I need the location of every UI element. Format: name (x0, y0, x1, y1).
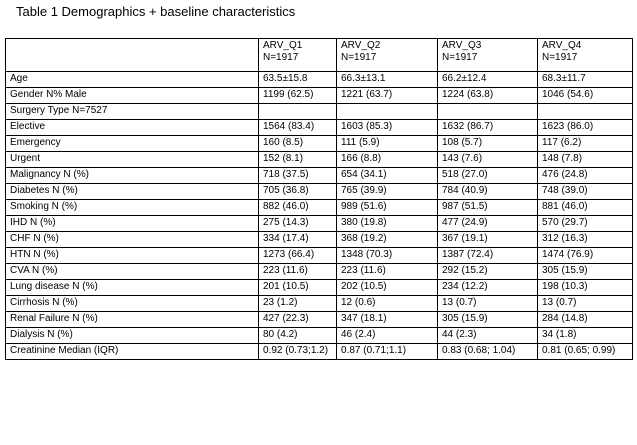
value-cell-q1: 223 (11.6) (259, 264, 337, 280)
row-label: Elective (6, 120, 259, 136)
row-label: Age (6, 72, 259, 88)
value-cell-q4: 1046 (54.6) (538, 88, 633, 104)
table-row (6, 248, 633, 264)
table-row (6, 264, 633, 280)
value-cell-q4: 13 (0.7) (538, 296, 633, 312)
row-label: Malignancy N (%) (6, 168, 259, 184)
row-label: Gender N% Male (6, 88, 259, 104)
column-name: ARV_Q4 (542, 40, 582, 51)
value-cell-q4: 312 (16.3) (538, 232, 633, 248)
value-cell-q3: 66.2±12.4 (438, 72, 538, 88)
value-cell-q1: 882 (46.0) (259, 200, 337, 216)
value-cell-q3: 292 (15.2) (438, 264, 538, 280)
value-cell-q1: 0.92 (0.73;1.2) (259, 344, 337, 360)
value-cell-q4: 1474 (76.9) (538, 248, 633, 264)
value-cell-q4: 198 (10.3) (538, 280, 633, 296)
value-cell-q2: 111 (5.9) (337, 136, 438, 152)
table-row (6, 312, 633, 328)
table-row (6, 216, 633, 232)
value-cell-q4: 284 (14.8) (538, 312, 633, 328)
value-cell-q4: 570 (29.7) (538, 216, 633, 232)
row-label: Lung disease N (%) (6, 280, 259, 296)
value-cell-q4: 476 (24.8) (538, 168, 633, 184)
value-cell-q1: 23 (1.2) (259, 296, 337, 312)
value-cell-q4: 68.3±11.7 (538, 72, 633, 88)
row-label: IHD N (%) (6, 216, 259, 232)
value-cell-q3: 518 (27.0) (438, 168, 538, 184)
value-cell-q1: 275 (14.3) (259, 216, 337, 232)
header-cell-q3 (438, 39, 538, 72)
value-cell-q2: 654 (34.1) (337, 168, 438, 184)
value-cell-q1: 1564 (83.4) (259, 120, 337, 136)
value-cell-q2: 1603 (85.3) (337, 120, 438, 136)
value-cell-q1: 427 (22.3) (259, 312, 337, 328)
value-cell-q3: 987 (51.5) (438, 200, 538, 216)
value-cell-q4: 148 (7.8) (538, 152, 633, 168)
column-name: ARV_Q1 (263, 40, 303, 51)
value-cell-q3: 0.83 (0.68; 1.04) (438, 344, 538, 360)
table-row (6, 280, 633, 296)
table-row (6, 200, 633, 216)
header-cell-q2 (337, 39, 438, 72)
value-cell-q1: 201 (10.5) (259, 280, 337, 296)
demographics-table (5, 38, 633, 360)
row-label: Renal Failure N (%) (6, 312, 259, 328)
value-cell-q3: 44 (2.3) (438, 328, 538, 344)
value-cell-q4: 1623 (86.0) (538, 120, 633, 136)
table-body (6, 39, 633, 360)
column-n: N=1917 (442, 52, 478, 63)
value-cell-q3 (438, 104, 538, 120)
value-cell-q2: 46 (2.4) (337, 328, 438, 344)
row-label: Surgery Type N=7527 (6, 104, 259, 120)
value-cell-q2: 202 (10.5) (337, 280, 438, 296)
value-cell-q1: 718 (37.5) (259, 168, 337, 184)
header-cell-q1 (259, 39, 337, 72)
row-label: Urgent (6, 152, 259, 168)
value-cell-q2: 0.87 (0.71;1.1) (337, 344, 438, 360)
row-label: Emergency (6, 136, 259, 152)
value-cell-q4: 117 (6.2) (538, 136, 633, 152)
row-label: CVA N (%) (6, 264, 259, 280)
table-row (6, 328, 633, 344)
table-row (6, 88, 633, 104)
value-cell-q3: 1224 (63.8) (438, 88, 538, 104)
value-cell-q1 (259, 104, 337, 120)
table-row (6, 120, 633, 136)
value-cell-q2: 765 (39.9) (337, 184, 438, 200)
value-cell-q3: 305 (15.9) (438, 312, 538, 328)
value-cell-q1: 1199 (62.5) (259, 88, 337, 104)
table-caption: Table 1 Demographics + baseline characteristics (16, 4, 296, 19)
value-cell-q4: 748 (39.0) (538, 184, 633, 200)
row-label: Dialysis N (%) (6, 328, 259, 344)
value-cell-q2 (337, 104, 438, 120)
column-n: N=1917 (263, 52, 299, 63)
value-cell-q2: 1348 (70.3) (337, 248, 438, 264)
value-cell-q3: 784 (40.9) (438, 184, 538, 200)
value-cell-q3: 477 (24.9) (438, 216, 538, 232)
value-cell-q3: 234 (12.2) (438, 280, 538, 296)
column-n: N=1917 (542, 52, 578, 63)
value-cell-q1: 80 (4.2) (259, 328, 337, 344)
value-cell-q4: 0.81 (0.65; 0.99) (538, 344, 633, 360)
value-cell-q2: 347 (18.1) (337, 312, 438, 328)
table-row (6, 184, 633, 200)
value-cell-q2: 66.3±13.1 (337, 72, 438, 88)
row-label: Smoking N (%) (6, 200, 259, 216)
value-cell-q1: 63.5±15.8 (259, 72, 337, 88)
value-cell-q1: 1273 (66.4) (259, 248, 337, 264)
value-cell-q4: 881 (46.0) (538, 200, 633, 216)
value-cell-q2: 380 (19.8) (337, 216, 438, 232)
column-n: N=1917 (341, 52, 377, 63)
table-row (6, 72, 633, 88)
header-row (6, 39, 633, 72)
table-row (6, 232, 633, 248)
value-cell-q2: 1221 (63.7) (337, 88, 438, 104)
table-row (6, 152, 633, 168)
value-cell-q3: 367 (19.1) (438, 232, 538, 248)
table-row (6, 344, 633, 360)
table-row (6, 296, 633, 312)
header-blank-cell (6, 39, 259, 72)
header-cell-q4 (538, 39, 633, 72)
value-cell-q1: 160 (8.5) (259, 136, 337, 152)
row-label: Creatinine Median (IQR) (6, 344, 259, 360)
value-cell-q1: 152 (8.1) (259, 152, 337, 168)
value-cell-q2: 223 (11.6) (337, 264, 438, 280)
row-label: Diabetes N (%) (6, 184, 259, 200)
value-cell-q1: 334 (17.4) (259, 232, 337, 248)
value-cell-q2: 166 (8.8) (337, 152, 438, 168)
value-cell-q4: 305 (15.9) (538, 264, 633, 280)
row-label: CHF N (%) (6, 232, 259, 248)
table-row (6, 136, 633, 152)
row-label: Cirrhosis N (%) (6, 296, 259, 312)
value-cell-q3: 1632 (86.7) (438, 120, 538, 136)
value-cell-q4: 34 (1.8) (538, 328, 633, 344)
value-cell-q3: 1387 (72.4) (438, 248, 538, 264)
row-label: HTN N (%) (6, 248, 259, 264)
value-cell-q4 (538, 104, 633, 120)
value-cell-q2: 989 (51.6) (337, 200, 438, 216)
value-cell-q1: 705 (36.8) (259, 184, 337, 200)
value-cell-q3: 108 (5.7) (438, 136, 538, 152)
value-cell-q2: 12 (0.6) (337, 296, 438, 312)
value-cell-q3: 143 (7.6) (438, 152, 538, 168)
value-cell-q3: 13 (0.7) (438, 296, 538, 312)
column-name: ARV_Q2 (341, 40, 381, 51)
table-row (6, 168, 633, 184)
value-cell-q2: 368 (19.2) (337, 232, 438, 248)
column-name: ARV_Q3 (442, 40, 482, 51)
table-row (6, 104, 633, 120)
